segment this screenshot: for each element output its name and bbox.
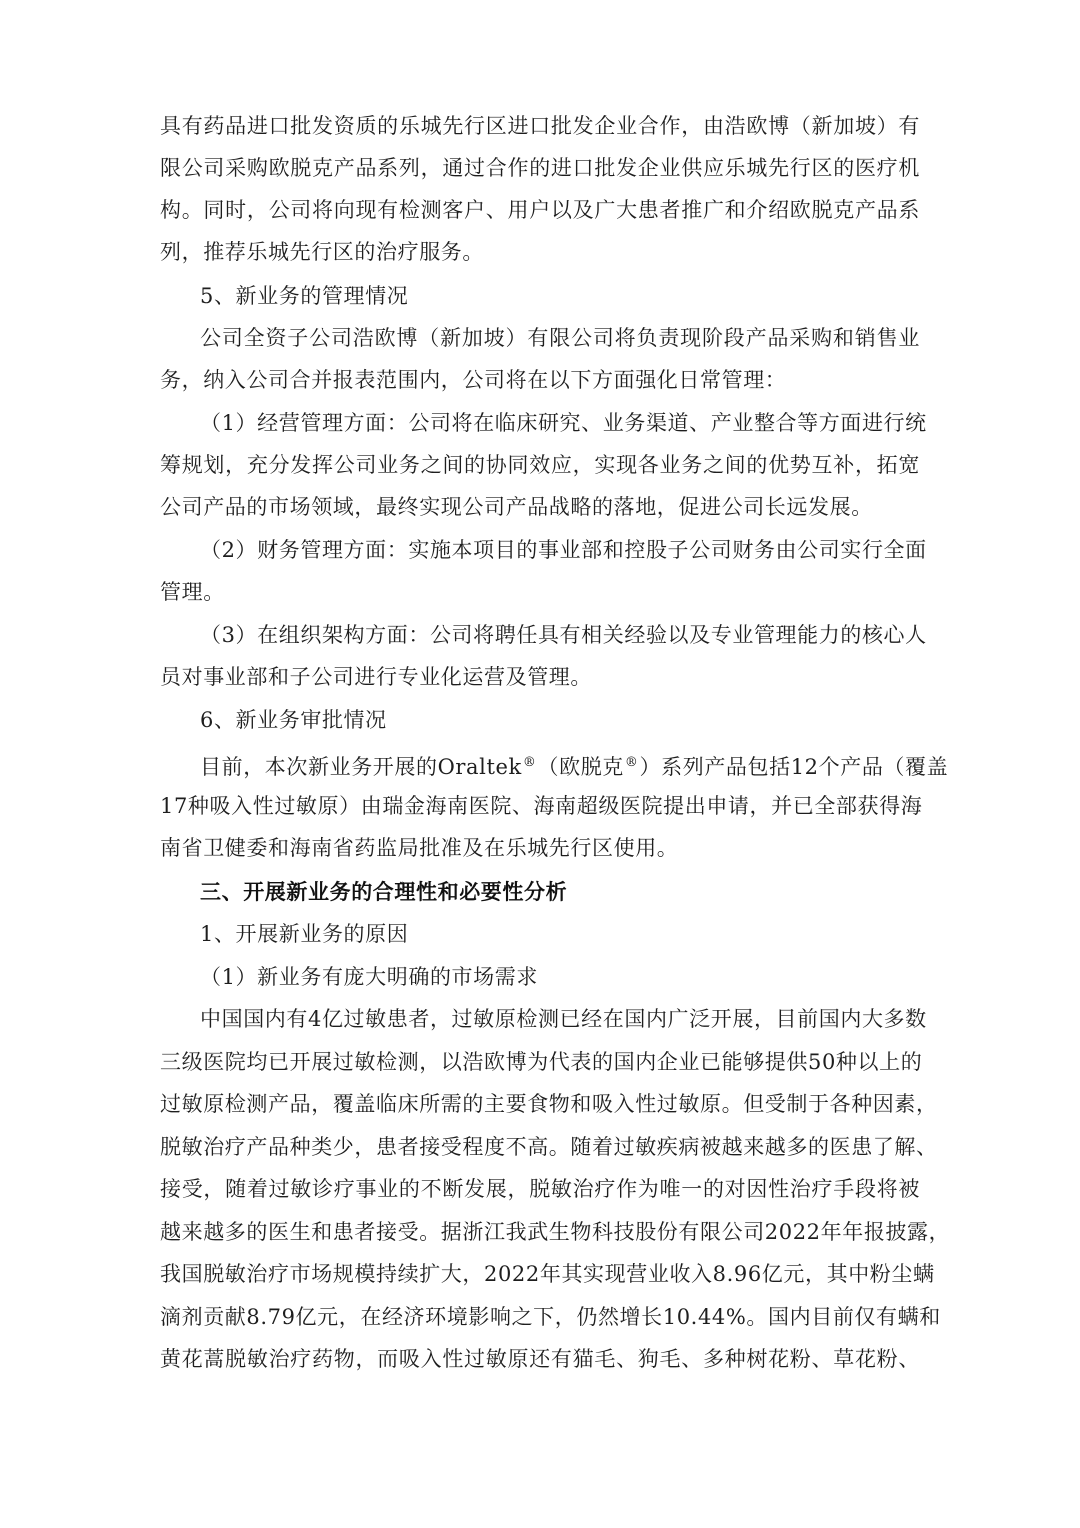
section-heading: 1、开展新业务的原因 [200, 922, 409, 946]
section-heading: 5、新业务的管理情况 [200, 284, 409, 308]
paragraph-line: 公司产品的市场领域，最终实现公司产品战略的落地，促进公司长远发展。 [160, 495, 873, 519]
paragraph-line: 务，纳入公司合并报表范围内，公司将在以下方面强化日常管理： [160, 368, 787, 392]
paragraph-line: 限公司采购欧脱克产品系列，通过合作的进口批发企业供应乐城先行区的医疗机 [160, 156, 920, 180]
paragraph-line: 管理。 [160, 580, 225, 604]
paragraph-line: （1）经营管理方面：公司将在临床研究、业务渠道、产业整合等方面进行统 [200, 411, 927, 435]
paragraph-line: 员对事业部和子公司进行专业化运营及管理。 [160, 665, 592, 689]
paragraph-line: 过敏原检测产品，覆盖临床所需的主要食物和吸入性过敏原。但受制于各种因素， [160, 1092, 938, 1116]
approval-text-2: （欧脱克 [537, 755, 624, 779]
paragraph-line: 公司全资子公司浩欧博（新加坡）有限公司将负责现阶段产品采购和销售业 [200, 326, 920, 350]
paragraph-line: 构。同时，公司将向现有检测客户、用户以及广大患者推广和介绍欧脱克产品系 [160, 198, 920, 222]
paragraph-line-approval [200, 743, 949, 783]
paragraph-line: 黄花蒿脱敏治疗药物，而吸入性过敏原还有猫毛、狗毛、多种树花粉、草花粉、 [160, 1347, 920, 1371]
paragraph-line: 具有药品进口批发资质的乐城先行区进口批发企业合作，由浩欧博（新加坡）有 [160, 114, 920, 138]
section-heading: 6、新业务审批情况 [200, 708, 387, 732]
paragraph-line: 列，推荐乐城先行区的治疗服务。 [160, 240, 484, 264]
paragraph-line: 南省卫健委和海南省药监局批准及在乐城先行区使用。 [160, 836, 679, 860]
paragraph-line: 接受，随着过敏诊疗事业的不断发展，脱敏治疗作为唯一的对因性治疗手段将被 [160, 1177, 920, 1201]
paragraph-line: 筹规划，充分发挥公司业务之间的协同效应，实现各业务之间的优势互补，拓宽 [160, 453, 920, 477]
registered-mark: ® [624, 755, 639, 770]
paragraph-line: 我国脱敏治疗市场规模持续扩大，2022年其实现营业收入8.96亿元，其中粉尘螨 [160, 1262, 935, 1286]
subsection-heading: （1）新业务有庞大明确的市场需求 [200, 965, 538, 989]
paragraph-line: 17种吸入性过敏原）由瑞金海南医院、海南超级医院提出申请，并已全部获得海 [160, 794, 923, 818]
approval-text-3: ）系列产品包括12个产品（覆盖 [639, 755, 949, 779]
chapter-heading: 三、开展新业务的合理性和必要性分析 [200, 879, 568, 904]
paragraph-line: 脱敏治疗产品种类少，患者接受程度不高。随着过敏疾病被越来越多的医患了解、 [160, 1135, 938, 1159]
paragraph-line: 中国国内有4亿过敏患者，过敏原检测已经在国内广泛开展，目前国内大多数 [200, 1007, 927, 1031]
paragraph-line: 三级医院均已开展过敏检测，以浩欧博为代表的国内企业已能够提供50种以上的 [160, 1050, 923, 1074]
paragraph-line: 滴剂贡献8.79亿元，在经济环境影响之下，仍然增长10.44%。国内目前仅有螨和 [160, 1305, 941, 1329]
paragraph-line: （3）在组织架构方面：公司将聘任具有相关经验以及专业管理能力的核心人 [200, 623, 927, 647]
approval-text-1: 目前，本次新业务开展的Oraltek [200, 755, 522, 779]
registered-mark: ® [522, 755, 537, 770]
paragraph-line: 越来越多的医生和患者接受。据浙江我武生物科技股份有限公司2022年年报披露， [160, 1220, 951, 1244]
paragraph-line: （2）财务管理方面：实施本项目的事业部和控股子公司财务由公司实行全面 [200, 538, 927, 562]
